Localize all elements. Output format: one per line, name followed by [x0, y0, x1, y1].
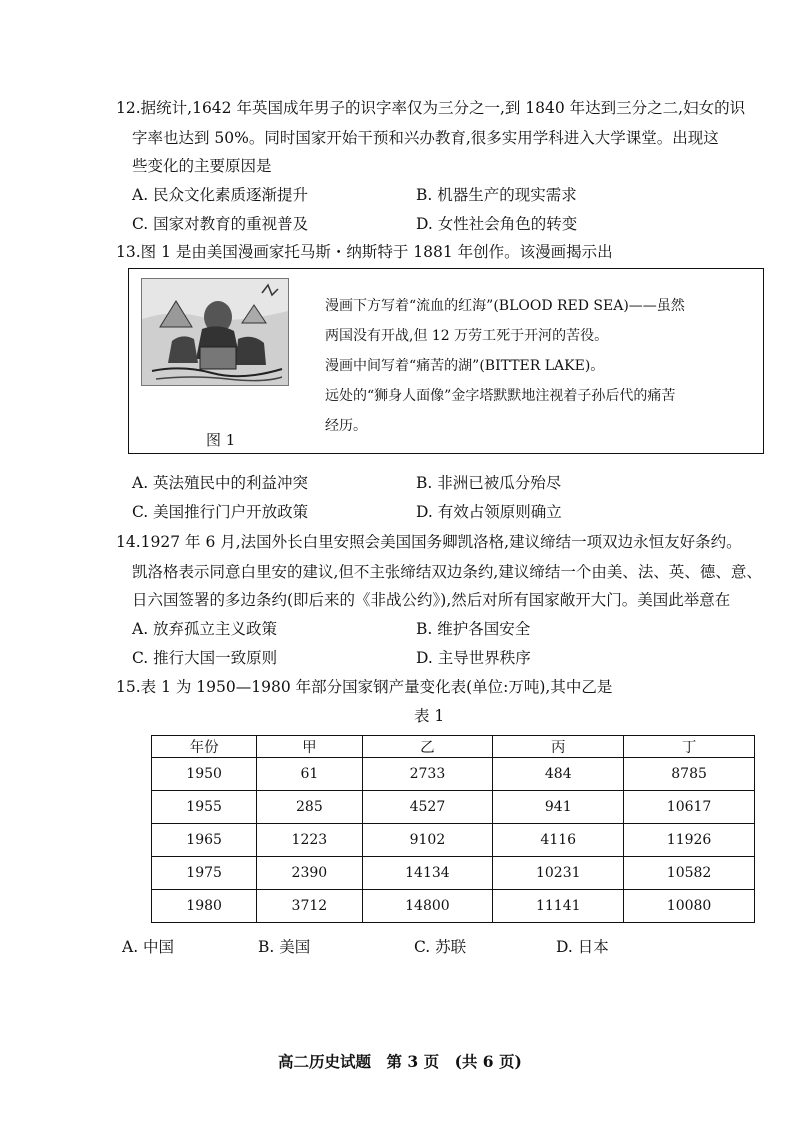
- steel-output-table: [151, 735, 755, 923]
- header-bing: 丙: [493, 736, 624, 758]
- q12-option-d: D. 女性社会角色的转变: [416, 215, 578, 233]
- table-cell: 14134: [362, 857, 493, 890]
- q12-line-1: 12.据统计,1642 年英国成年男子的识字率仅为三分之一,到 1840 年达到三分之二,妇女的识: [116, 99, 746, 117]
- table-header-row: [152, 736, 755, 758]
- header-ding: 丁: [624, 736, 755, 758]
- q15-option-d: D. 日本: [556, 938, 609, 956]
- q12-line-2: 字率也达到 50%。同时国家开始干预和兴办教育,很多实用学科进入大学课堂。出现这: [132, 129, 719, 147]
- table-cell: 61: [257, 758, 362, 791]
- cartoon-drawing: [142, 279, 288, 385]
- table-cell: 10231: [493, 857, 624, 890]
- table-cell: 10582: [624, 857, 755, 890]
- header-yi: 乙: [362, 736, 493, 758]
- q12-option-a: A. 民众文化素质逐渐提升: [132, 186, 309, 204]
- q14-line-3: 日六国签署的多边条约(即后来的《非战公约》),然后对所有国家敞开大门。美国此举意在: [132, 591, 731, 609]
- table-cell: 10080: [624, 890, 755, 923]
- header-year: 年份: [152, 736, 257, 758]
- table-cell: 1223: [257, 824, 362, 857]
- q14-line-1: 14.1927 年 6 月,法国外长白里安照会美国国务卿凯洛格,建议缔结一项双边永恒友好条约。: [116, 533, 742, 551]
- q13-figure-line-2: 两国没有开战,但 12 万劳工死于开河的苦役。: [325, 328, 609, 344]
- page-footer: 高二历史试题 第 3 页 (共 6 页): [278, 1052, 522, 1071]
- table-cell: 10617: [624, 791, 755, 824]
- table-row: [152, 791, 755, 824]
- q13-stem: 13.图 1 是由美国漫画家托马斯・纳斯特于 1881 年创作。该漫画揭示出: [116, 243, 613, 261]
- q13-figure-caption: 图 1: [206, 431, 236, 449]
- q15-option-b: B. 美国: [258, 938, 311, 956]
- q15-option-c: C. 苏联: [414, 938, 467, 956]
- q14-option-b: B. 维护各国安全: [416, 620, 531, 638]
- table-cell: 4116: [493, 824, 624, 857]
- q14-option-a: A. 放弃孤立主义政策: [132, 620, 278, 638]
- q13-figure-line-3: 漫画中间写着“痛苦的湖”(BITTER LAKE)。: [325, 358, 605, 374]
- q13-figure-line-4: 远处的“狮身人面像”金字塔默默地注视着子孙后代的痛苦: [325, 388, 676, 404]
- table-cell: 14800: [362, 890, 493, 923]
- q13-option-a: A. 英法殖民中的利益冲突: [132, 474, 309, 492]
- table-cell: 1950: [152, 758, 257, 791]
- table-row: [152, 824, 755, 857]
- q14-option-c: C. 推行大国一致原则: [132, 649, 278, 667]
- table-cell: 2733: [362, 758, 493, 791]
- q12-line-3: 些变化的主要原因是: [132, 157, 272, 175]
- q15-option-a: A. 中国: [122, 938, 175, 956]
- table-row: [152, 890, 755, 923]
- table-cell: 1955: [152, 791, 257, 824]
- table-cell: 11141: [493, 890, 624, 923]
- table-cell: 484: [493, 758, 624, 791]
- table-cell: 2390: [257, 857, 362, 890]
- q14-option-d: D. 主导世界秩序: [416, 649, 531, 667]
- table-cell: 9102: [362, 824, 493, 857]
- q14-line-2: 凯洛格表示同意白里安的建议,但不主张缔结双边条约,建议缔结一个由美、法、英、德、意、: [132, 563, 762, 581]
- q13-option-c: C. 美国推行门户开放政策: [132, 503, 309, 521]
- table-cell: 1975: [152, 857, 257, 890]
- cartoon-illustration: [141, 278, 289, 386]
- q12-option-c: C. 国家对教育的重视普及: [132, 215, 309, 233]
- q13-option-b: B. 非洲已被瓜分殆尽: [416, 474, 562, 492]
- table-cell: 8785: [624, 758, 755, 791]
- table-cell: 4527: [362, 791, 493, 824]
- q13-option-d: D. 有效占领原则确立: [416, 503, 562, 521]
- header-jia: 甲: [257, 736, 362, 758]
- table-cell: 941: [493, 791, 624, 824]
- q13-figure-box: [128, 268, 764, 454]
- q12-option-b: B. 机器生产的现实需求: [416, 186, 577, 204]
- table-cell: 1980: [152, 890, 257, 923]
- table-cell: 3712: [257, 890, 362, 923]
- q13-figure-line-5: 经历。: [325, 418, 367, 434]
- q15-table-caption: 表 1: [414, 707, 445, 725]
- table-row: [152, 857, 755, 890]
- q15-stem: 15.表 1 为 1950—1980 年部分国家钢产量变化表(单位:万吨),其中乙是: [116, 678, 613, 696]
- table-row: [152, 758, 755, 791]
- table-cell: 11926: [624, 824, 755, 857]
- table-cell: 1965: [152, 824, 257, 857]
- table-cell: 285: [257, 791, 362, 824]
- q13-figure-line-1: 漫画下方写着“流血的红海”(BLOOD RED SEA)——虽然: [325, 298, 685, 314]
